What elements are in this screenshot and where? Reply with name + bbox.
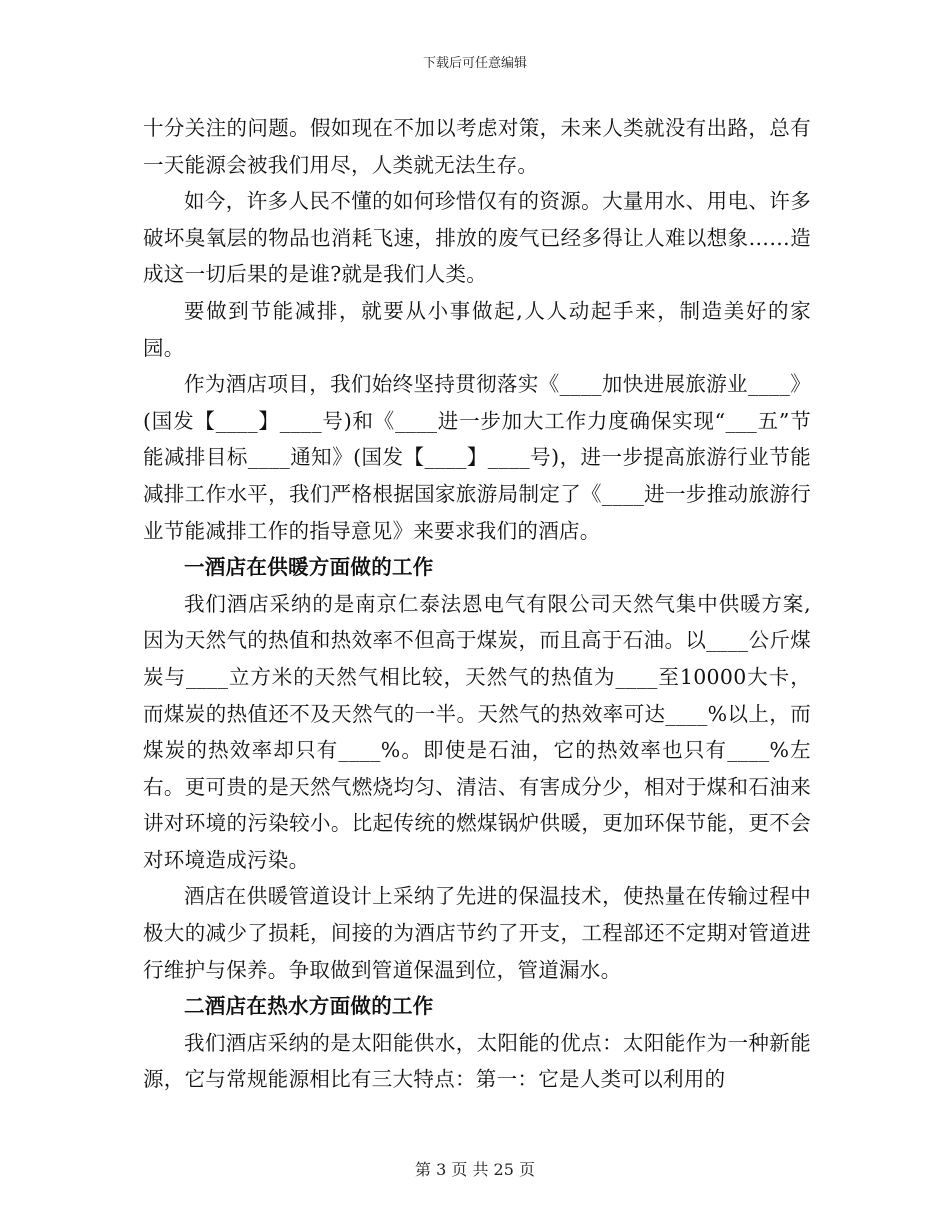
section-heading-hot-water: 二酒店在热水方面做的工作 xyxy=(184,994,434,1019)
paragraph: 我们酒店采纳的是太阳能供水，太阳能的优点：太阳能作为一种新能源，它与常规能源相比有三大特点：第一：它是人类可以利用的 xyxy=(143,1030,811,1092)
paragraph-continued: 十分关注的问题。假如现在不加以考虑对策，未来人类就没有出路，总有一天能源会被我们用尽，人类就无法生存。 xyxy=(143,116,811,177)
page-footer: 第 3 页 共 25 页 xyxy=(415,1160,535,1179)
paragraph: 酒店在供暖管道设计上采纳了先进的保温技术，使热量在传输过程中极大的减少了损耗，间接的为酒店节约了开支，工程部还不定期对管道进行维护与保养。争取做到管道保温到位，管道漏水。 xyxy=(143,884,811,982)
section-heading-heating: 一酒店在供暖方面做的工作 xyxy=(184,555,434,580)
paragraph: 我们酒店采纳的是南京仁泰法恩电气有限公司天然气集中供暖方案,因为天然气的热值和热效率不但高于煤炭，而且高于石油。以____公斤煤炭与____立方米的天然气相比较，天然气的热值为____至10000大卡，而煤炭的热值还不及天然气的一半。天然气的热效率可达____%以上，而煤炭的热效率却只有____%。即使是石油，它的热效率也只有____%左右。更可贵的是天然气燃烧均匀、清洁、有害成分少，相对于煤和石油来讲对环境的污染较小。比起传统的燃煤锅炉供暖，更加环保节能，更不会对环境造成污染。 xyxy=(143,591,811,872)
paragraph: 如今，许多人民不懂的如何珍惜仅有的资源。大量用水、用电、许多破坏臭氧层的物品也消耗飞速，排放的废气已经多得让人难以想象……造成这一切后果的是谁?就是我们人类。 xyxy=(143,189,811,287)
paragraph: 作为酒店项目，我们始终坚持贯彻落实《____加快进展旅游业____》(国发【____】____号)和《____进一步加大工作力度确保实现“___五”节能减排目标____通知》(国发【____】____号)，进一步提高旅游行业节能减排工作水平，我们严格根据国家旅游局制定了《____进一步推动旅游行业节能减排工作的指导意见》来要求我们的酒店。 xyxy=(143,372,811,543)
paragraph: 要做到节能减排，就要从小事做起,人人动起手来，制造美好的家园。 xyxy=(143,298,811,360)
document-body xyxy=(143,110,811,1098)
page-header: 下载后可任意编辑 xyxy=(422,56,527,71)
